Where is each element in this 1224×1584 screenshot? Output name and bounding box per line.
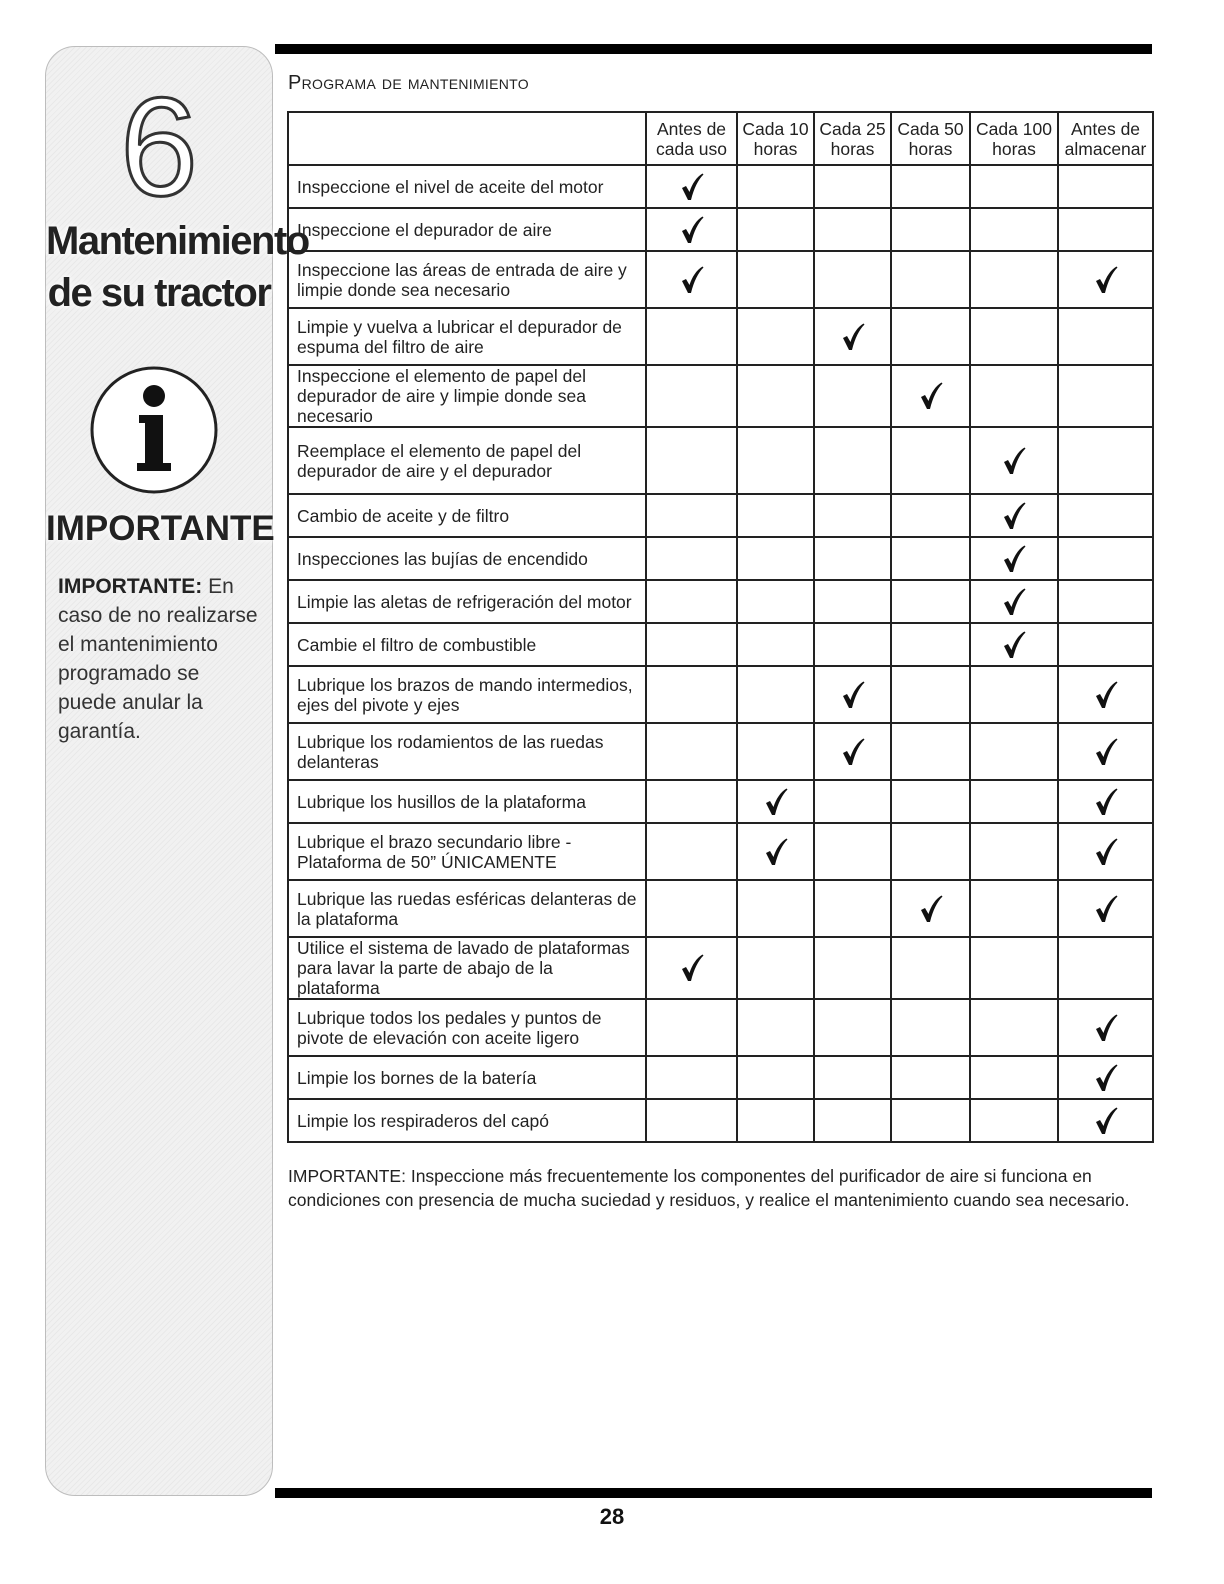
task-cell: Lubrique los husillos de la plataforma [288, 780, 646, 823]
checkmark-icon [763, 837, 789, 867]
importante-note-text: En caso de no realizarse el mantenimiento programado se puede anular la garantía. [58, 575, 258, 743]
interval-cell [737, 1056, 814, 1099]
interval-cell [737, 537, 814, 580]
task-cell: Lubrique todos los pedales y puntos de pivote de elevación con aceite ligero [288, 999, 646, 1056]
header-interval-1: Antes de cada uso [646, 112, 737, 165]
interval-cell [814, 365, 891, 427]
importante-note [58, 572, 263, 746]
task-cell: Limpie los respiraderos del capó [288, 1099, 646, 1142]
interval-cell [646, 208, 737, 251]
table-row [288, 251, 1153, 308]
checkmark-icon [1001, 630, 1027, 660]
interval-cell [891, 494, 970, 537]
table-row [288, 780, 1153, 823]
interval-cell [970, 880, 1058, 937]
checkmark-icon [1093, 265, 1119, 295]
checkmark-icon [840, 322, 866, 352]
interval-cell [970, 623, 1058, 666]
interval-cell [737, 208, 814, 251]
table-header-row [288, 112, 1153, 165]
interval-cell [646, 937, 737, 999]
checkmark-icon [918, 381, 944, 411]
interval-cell [737, 1099, 814, 1142]
interval-cell [737, 165, 814, 208]
interval-cell [814, 937, 891, 999]
table-row [288, 880, 1153, 937]
header-task [288, 112, 646, 165]
interval-cell [970, 780, 1058, 823]
task-cell: Utilice el sistema de lavado de plataformas para lavar la parte de abajo de la plataforma [288, 937, 646, 999]
interval-cell [891, 365, 970, 427]
interval-cell [814, 1056, 891, 1099]
checkmark-icon [679, 265, 705, 295]
interval-cell [646, 537, 737, 580]
table-row [288, 165, 1153, 208]
interval-cell [814, 780, 891, 823]
checkmark-icon [840, 680, 866, 710]
importante-heading: IMPORTANTE [46, 509, 275, 548]
interval-cell [814, 208, 891, 251]
checkmark-icon [1093, 837, 1119, 867]
top-rule [275, 44, 1152, 54]
interval-cell [970, 1099, 1058, 1142]
footnote: IMPORTANTE: Inspeccione más frecuentemente los componentes del purificador de aire si funciona en condiciones con presencia de mucha suciedad y residuos, y realice el mantenimiento cuando sea necesario. [288, 1166, 1130, 1210]
interval-cell [891, 580, 970, 623]
interval-cell [737, 623, 814, 666]
table-row [288, 208, 1153, 251]
task-cell: Inspeccione el elemento de papel del depurador de aire y limpie donde sea necesario [288, 365, 646, 427]
interval-cell [1058, 537, 1153, 580]
header-interval-3: Cada 25 horas [814, 112, 891, 165]
interval-cell [970, 823, 1058, 880]
task-cell: Limpie y vuelva a lubricar el depurador de espuma del filtro de aire [288, 308, 646, 365]
table-body [288, 165, 1153, 1142]
header-interval-5: Cada 100 horas [970, 112, 1058, 165]
task-cell: Lubrique las ruedas esféricas delanteras de la plataforma [288, 880, 646, 937]
interval-cell [1058, 580, 1153, 623]
maintenance-schedule-table [287, 111, 1154, 1143]
interval-cell [737, 251, 814, 308]
bottom-rule [275, 1488, 1152, 1498]
interval-cell [891, 1099, 970, 1142]
table-row [288, 623, 1153, 666]
interval-cell [891, 251, 970, 308]
chapter-number: 6 [120, 68, 198, 225]
interval-cell [970, 723, 1058, 780]
interval-cell [646, 880, 737, 937]
interval-cell [891, 208, 970, 251]
interval-cell [814, 823, 891, 880]
interval-cell [891, 999, 970, 1056]
task-cell: Limpie los bornes de la batería [288, 1056, 646, 1099]
table-row [288, 494, 1153, 537]
interval-cell [646, 365, 737, 427]
interval-cell [1058, 780, 1153, 823]
interval-cell [814, 723, 891, 780]
header-interval-2: Cada 10 horas [737, 112, 814, 165]
interval-cell [646, 1056, 737, 1099]
interval-cell [891, 308, 970, 365]
interval-cell [891, 666, 970, 723]
interval-cell [970, 165, 1058, 208]
table-row [288, 427, 1153, 494]
interval-cell [646, 1099, 737, 1142]
interval-cell [737, 308, 814, 365]
interval-cell [970, 365, 1058, 427]
table-row [288, 999, 1153, 1056]
table-row [288, 937, 1153, 999]
checkmark-icon [918, 894, 944, 924]
task-cell: Reemplace el elemento de papel del depurador de aire y el depurador [288, 427, 646, 494]
task-cell: Lubrique los rodamientos de las ruedas delanteras [288, 723, 646, 780]
table-row [288, 537, 1153, 580]
interval-cell [1058, 208, 1153, 251]
table-row [288, 580, 1153, 623]
chapter-title-line1: Mantenimiento [46, 219, 309, 263]
checkmark-icon [1093, 1063, 1119, 1093]
interval-cell [737, 823, 814, 880]
interval-cell [646, 823, 737, 880]
interval-cell [1058, 880, 1153, 937]
table-row [288, 365, 1153, 427]
checkmark-icon [1093, 680, 1119, 710]
table-row [288, 308, 1153, 365]
interval-cell [891, 623, 970, 666]
page-number: 28 [599, 1504, 625, 1529]
interval-cell [737, 365, 814, 427]
interval-cell [970, 937, 1058, 999]
checkmark-icon [679, 172, 705, 202]
header-interval-6: Antes de almacenar [1058, 112, 1153, 165]
interval-cell [891, 1056, 970, 1099]
info-icon [89, 365, 219, 495]
interval-cell [737, 723, 814, 780]
task-cell: Limpie las aletas de refrigeración del motor [288, 580, 646, 623]
checkmark-icon [1001, 544, 1027, 574]
interval-cell [1058, 427, 1153, 494]
checkmark-icon [1093, 1013, 1119, 1043]
chapter-title-line2: de su tractor [47, 271, 271, 315]
checkmark-icon [1093, 894, 1119, 924]
interval-cell [814, 251, 891, 308]
interval-cell [1058, 723, 1153, 780]
chapter-sidebar [45, 46, 309, 1496]
interval-cell [1058, 623, 1153, 666]
table-row [288, 666, 1153, 723]
interval-cell [646, 780, 737, 823]
header-interval-4: Cada 50 horas [891, 112, 970, 165]
interval-cell [1058, 365, 1153, 427]
interval-cell [646, 427, 737, 494]
table-row [288, 1099, 1153, 1142]
interval-cell [891, 165, 970, 208]
interval-cell [814, 165, 891, 208]
interval-cell [646, 999, 737, 1056]
task-cell: Cambie el filtro de combustible [288, 623, 646, 666]
interval-cell [737, 880, 814, 937]
interval-cell [737, 666, 814, 723]
task-cell: Inspeccione las áreas de entrada de aire y limpie donde sea necesario [288, 251, 646, 308]
task-cell: Lubrique el brazo secundario libre - Plataforma de 50” ÚNICAMENTE [288, 823, 646, 880]
interval-cell [814, 494, 891, 537]
task-cell: Cambio de aceite y de filtro [288, 494, 646, 537]
interval-cell [737, 780, 814, 823]
interval-cell [646, 580, 737, 623]
interval-cell [646, 165, 737, 208]
interval-cell [970, 537, 1058, 580]
checkmark-icon [679, 953, 705, 983]
checkmark-icon [1093, 737, 1119, 767]
interval-cell [646, 308, 737, 365]
interval-cell [970, 208, 1058, 251]
interval-cell [646, 666, 737, 723]
checkmark-icon [1001, 587, 1027, 617]
checkmark-icon [1093, 1106, 1119, 1136]
interval-cell [737, 937, 814, 999]
interval-cell [814, 999, 891, 1056]
interval-cell [970, 308, 1058, 365]
interval-cell [891, 537, 970, 580]
interval-cell [891, 780, 970, 823]
table-row [288, 723, 1153, 780]
interval-cell [814, 1099, 891, 1142]
interval-cell [970, 1056, 1058, 1099]
interval-cell [814, 666, 891, 723]
interval-cell [970, 999, 1058, 1056]
interval-cell [814, 427, 891, 494]
table-row [288, 1056, 1153, 1099]
interval-cell [646, 723, 737, 780]
interval-cell [891, 823, 970, 880]
checkmark-icon [763, 787, 789, 817]
checkmark-icon [679, 215, 705, 245]
interval-cell [646, 251, 737, 308]
interval-cell [1058, 494, 1153, 537]
interval-cell [891, 723, 970, 780]
task-cell: Inspecciones las bujías de encendido [288, 537, 646, 580]
interval-cell [970, 494, 1058, 537]
interval-cell [1058, 1056, 1153, 1099]
importante-note-label: IMPORTANTE: [58, 575, 203, 598]
interval-cell [814, 580, 891, 623]
interval-cell [814, 537, 891, 580]
interval-cell [646, 623, 737, 666]
interval-cell [970, 666, 1058, 723]
interval-cell [891, 937, 970, 999]
interval-cell [814, 308, 891, 365]
interval-cell [1058, 1099, 1153, 1142]
task-cell: Lubrique los brazos de mando intermedios, ejes del pivote y ejes [288, 666, 646, 723]
interval-cell [1058, 823, 1153, 880]
interval-cell [737, 999, 814, 1056]
interval-cell [891, 427, 970, 494]
interval-cell [1058, 937, 1153, 999]
table-row [288, 823, 1153, 880]
interval-cell [814, 880, 891, 937]
interval-cell [1058, 251, 1153, 308]
task-cell: Inspeccione el nivel de aceite del motor [288, 165, 646, 208]
interval-cell [737, 580, 814, 623]
interval-cell [891, 880, 970, 937]
interval-cell [1058, 165, 1153, 208]
interval-cell [1058, 666, 1153, 723]
section-title: Programa de mantenimiento [288, 72, 529, 94]
interval-cell [814, 623, 891, 666]
interval-cell [1058, 308, 1153, 365]
interval-cell [737, 494, 814, 537]
checkmark-icon [1001, 446, 1027, 476]
interval-cell [970, 427, 1058, 494]
interval-cell [646, 494, 737, 537]
interval-cell [737, 427, 814, 494]
interval-cell [970, 580, 1058, 623]
interval-cell [1058, 999, 1153, 1056]
task-cell: Inspeccione el depurador de aire [288, 208, 646, 251]
checkmark-icon [1001, 501, 1027, 531]
checkmark-icon [840, 737, 866, 767]
checkmark-icon [1093, 787, 1119, 817]
interval-cell [970, 251, 1058, 308]
chapter-title [46, 215, 309, 319]
